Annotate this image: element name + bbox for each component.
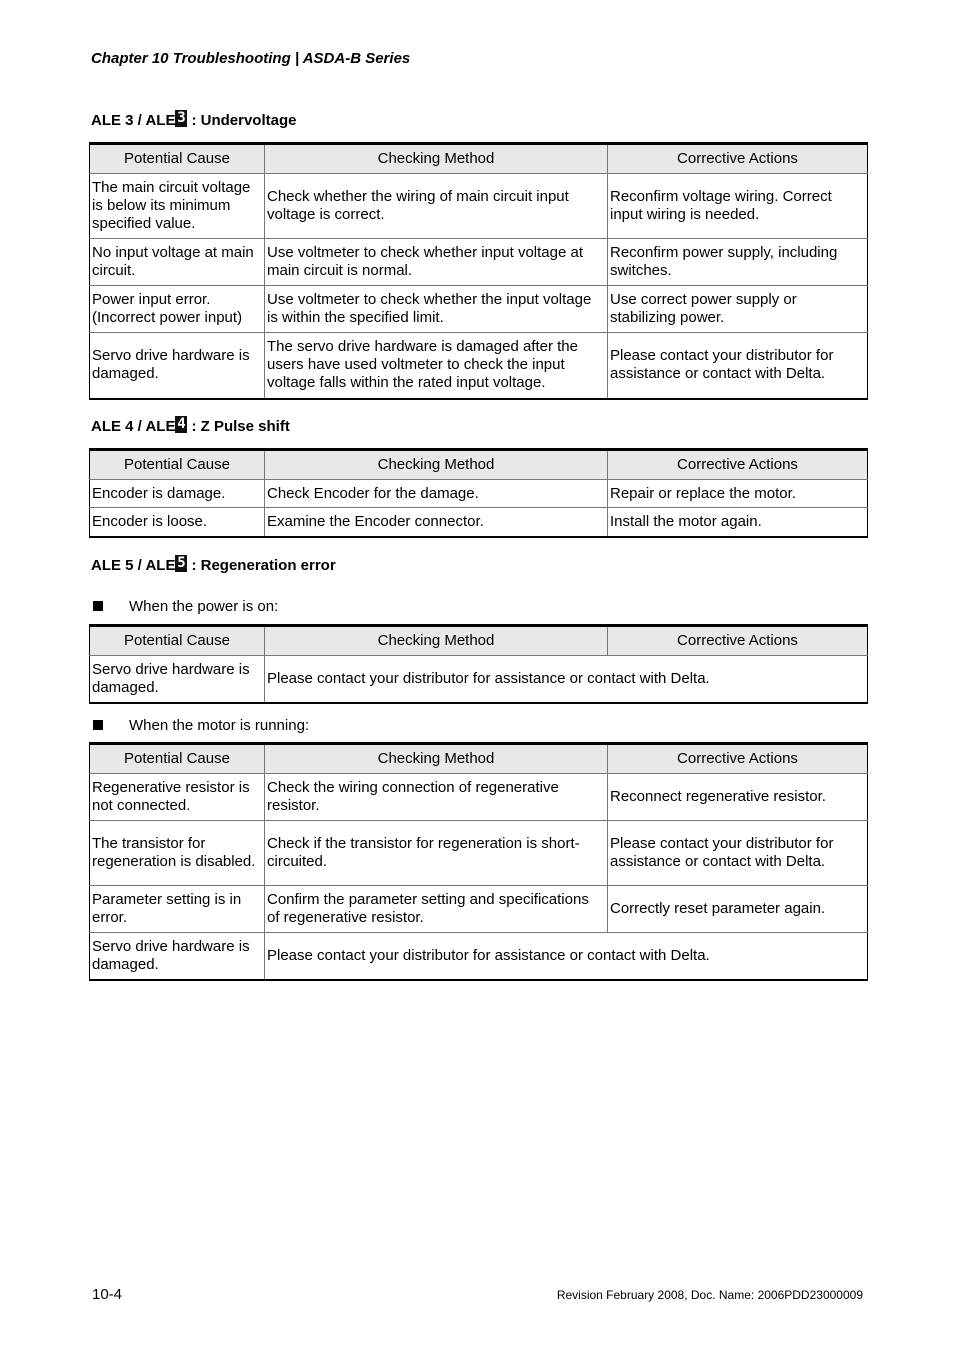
alarm-code: ALE 4 / ALE xyxy=(91,418,176,435)
header-cell: Corrective Actions xyxy=(608,144,868,174)
table-header-row xyxy=(90,626,868,656)
alarm-title: : Regeneration error xyxy=(191,557,336,574)
seven-segment-digit-icon: 3 xyxy=(177,110,186,126)
action-cell: Use correct power supply or stabilizing power. xyxy=(608,286,868,333)
method-cell: Check the wiring connection of regenerative resistor. xyxy=(265,774,608,821)
cause-cell: The main circuit voltage is below its minimum specified value. xyxy=(90,174,265,239)
header-cell: Potential Cause xyxy=(90,744,265,774)
header-cell: Checking Method xyxy=(265,144,608,174)
header-cell: Checking Method xyxy=(265,626,608,656)
table-row xyxy=(90,480,868,508)
header-cell: Corrective Actions xyxy=(608,744,868,774)
ale3-table xyxy=(89,142,868,400)
action-cell: Please contact your distributor for assistance or contact with Delta. xyxy=(608,333,868,399)
cause-cell: No input voltage at main circuit. xyxy=(90,239,265,286)
square-bullet-icon xyxy=(93,720,103,730)
cause-cell: Servo drive hardware is damaged. xyxy=(90,933,265,980)
alarm-title: : Undervoltage xyxy=(191,112,297,129)
header-cell: Checking Method xyxy=(265,450,608,480)
method-cell: Use voltmeter to check whether input voltage at main circuit is normal. xyxy=(265,239,608,286)
action-cell: Correctly reset parameter again. xyxy=(608,886,868,933)
header-cell: Potential Cause xyxy=(90,626,265,656)
table-header-row xyxy=(90,450,868,480)
cause-cell: Servo drive hardware is damaged. xyxy=(90,333,265,399)
method-cell: Examine the Encoder connector. xyxy=(265,508,608,537)
header-cell: Potential Cause xyxy=(90,450,265,480)
method-action-cell: Please contact your distributor for assistance or contact with Delta. xyxy=(265,656,868,703)
table-row xyxy=(90,239,868,286)
section-title-ale5 xyxy=(91,555,336,574)
section-title-ale3 xyxy=(91,110,296,129)
method-cell: Check Encoder for the damage. xyxy=(265,480,608,508)
header-cell: Checking Method xyxy=(265,744,608,774)
cause-cell: Regenerative resistor is not connected. xyxy=(90,774,265,821)
action-cell: Please contact your distributor for assistance or contact with Delta. xyxy=(608,821,868,886)
seven-segment-digit-icon: 4 xyxy=(177,416,186,432)
action-cell: Reconfirm voltage wiring. Correct input wiring is needed. xyxy=(608,174,868,239)
bullet-text: When the motor is running: xyxy=(129,717,310,734)
alarm-code: ALE 5 / ALE xyxy=(91,557,176,574)
seven-segment-digit-icon: 5 xyxy=(177,555,186,571)
cause-cell: Encoder is damage. xyxy=(90,480,265,508)
method-cell: Check whether the wiring of main circuit input voltage is correct. xyxy=(265,174,608,239)
cause-cell: Servo drive hardware is damaged. xyxy=(90,656,265,703)
ale5-power-on-table xyxy=(89,624,868,704)
method-cell: Confirm the parameter setting and specifications of regenerative resistor. xyxy=(265,886,608,933)
table-row xyxy=(90,821,868,886)
cause-cell: Power input error. (Incorrect power input) xyxy=(90,286,265,333)
ale4-table xyxy=(89,448,868,538)
cause-cell: The transistor for regeneration is disabled. xyxy=(90,821,265,886)
table-row xyxy=(90,886,868,933)
table-row xyxy=(90,774,868,821)
method-cell: The servo drive hardware is damaged after the users have used voltmeter to check the input voltage falls within the rated input voltage. xyxy=(265,333,608,399)
action-cell: Repair or replace the motor. xyxy=(608,480,868,508)
header-cell: Potential Cause xyxy=(90,144,265,174)
table-row xyxy=(90,508,868,537)
table-row xyxy=(90,333,868,399)
action-cell: Reconfirm power supply, including switches. xyxy=(608,239,868,286)
ale5-motor-running-table xyxy=(89,742,868,981)
header-cell: Corrective Actions xyxy=(608,450,868,480)
table-header-row xyxy=(90,144,868,174)
method-cell: Check if the transistor for regeneration is short-circuited. xyxy=(265,821,608,886)
table-row xyxy=(90,174,868,239)
table-header-row xyxy=(90,744,868,774)
alarm-code: ALE 3 / ALE xyxy=(91,112,176,129)
action-cell: Reconnect regenerative resistor. xyxy=(608,774,868,821)
bullet-power-on xyxy=(93,598,278,615)
method-cell: Use voltmeter to check whether the input voltage is within the specified limit. xyxy=(265,286,608,333)
method-action-cell: Please contact your distributor for assistance or contact with Delta. xyxy=(265,933,868,980)
square-bullet-icon xyxy=(93,601,103,611)
section-title-ale4 xyxy=(91,416,290,435)
bullet-text: When the power is on: xyxy=(129,598,279,615)
table-row xyxy=(90,933,868,980)
bullet-motor-running xyxy=(93,717,309,734)
page-number: 10-4 xyxy=(92,1286,123,1303)
action-cell: Install the motor again. xyxy=(608,508,868,537)
revision-info: Revision February 2008, Doc. Name: 2006PDD23000009 xyxy=(556,1288,863,1302)
cause-cell: Parameter setting is in error. xyxy=(90,886,265,933)
header-cell: Corrective Actions xyxy=(608,626,868,656)
chapter-header: Chapter 10 Troubleshooting | ASDA-B Series xyxy=(91,50,411,67)
alarm-title: : Z Pulse shift xyxy=(191,418,290,435)
table-row xyxy=(90,286,868,333)
cause-cell: Encoder is loose. xyxy=(90,508,265,537)
table-row xyxy=(90,656,868,703)
